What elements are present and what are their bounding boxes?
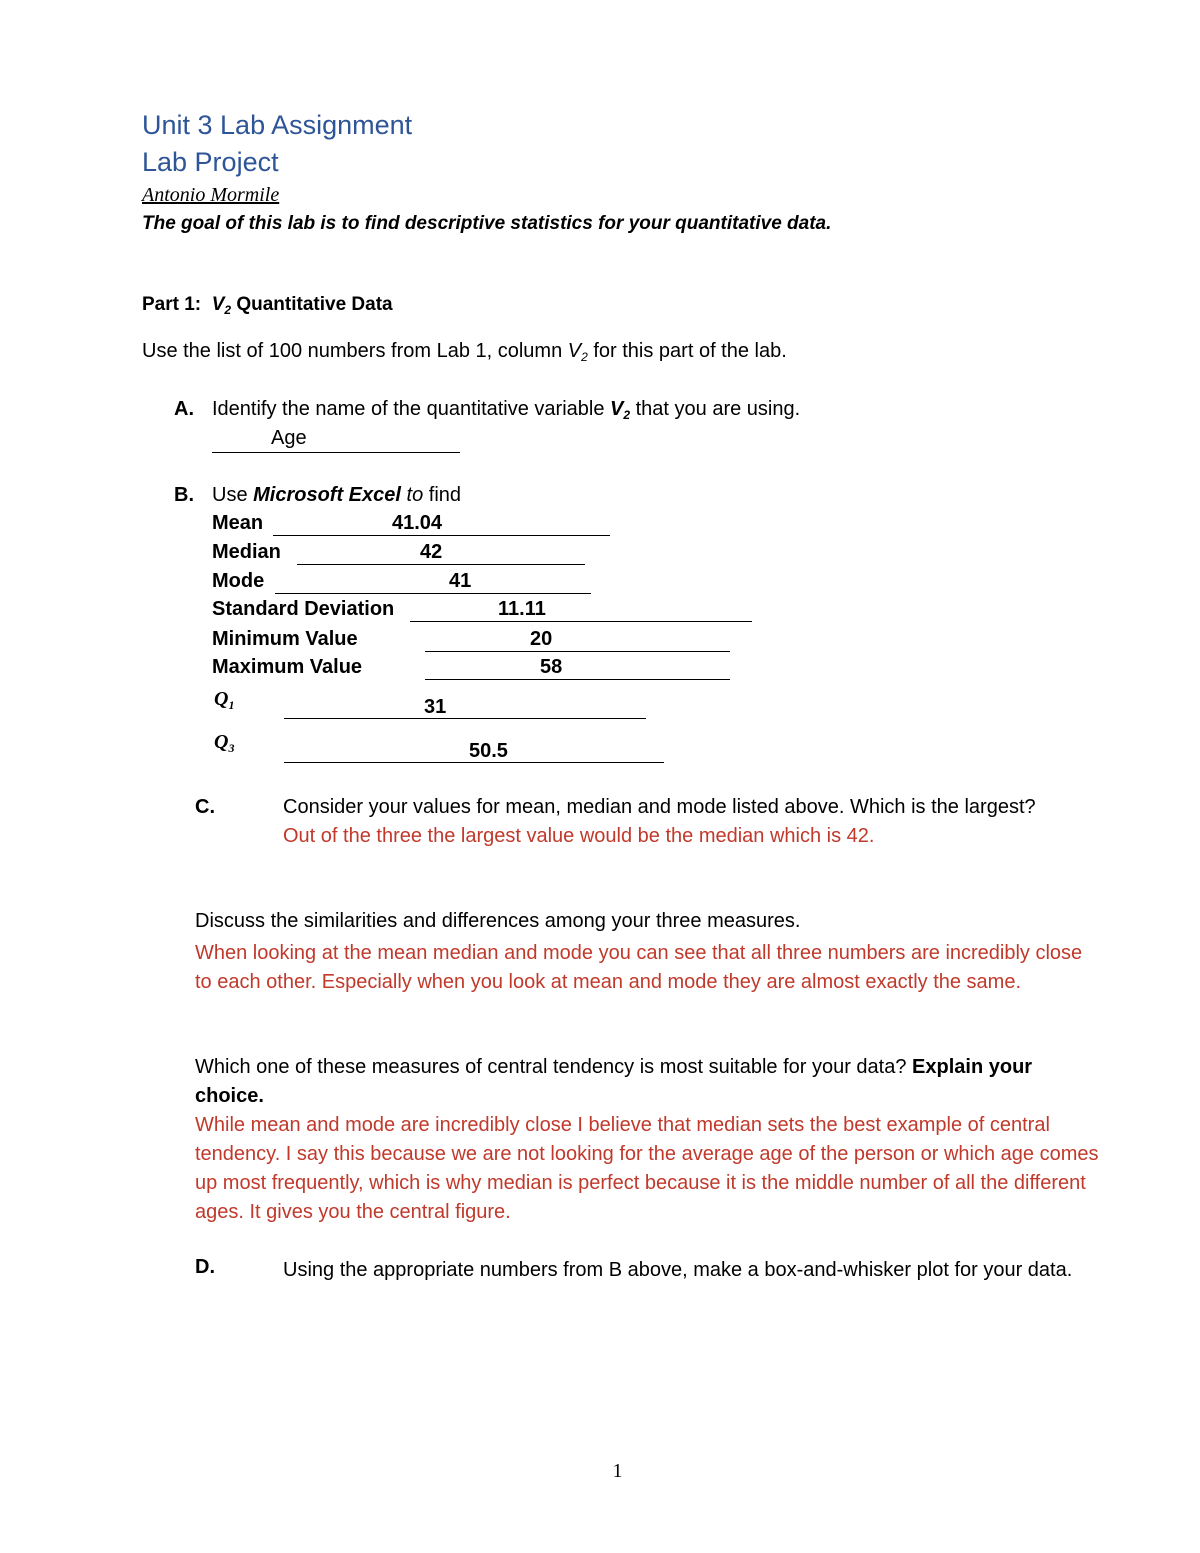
section-b-pre: Use: [212, 484, 254, 506]
mean-label: Mean: [212, 512, 264, 534]
part-1-heading: [142, 294, 393, 317]
section-d-text: Using the appropriate numbers from B above, make a box-and-whisker plot for your data.: [283, 1259, 1073, 1281]
mode-line: [275, 593, 591, 594]
document-title: Unit 3 Lab Assignment: [142, 110, 413, 140]
std-dev-value: 11.11: [498, 598, 546, 620]
part-1-subscript: 2: [224, 303, 232, 317]
instruction-subscript: 2: [581, 350, 588, 364]
min-line: [425, 651, 730, 652]
page-number: 1: [612, 1460, 623, 1482]
section-a-question: [212, 398, 800, 422]
part-1-variable: V: [211, 294, 225, 315]
section-a-subscript: 2: [623, 408, 631, 422]
mode-value: 41: [449, 570, 472, 592]
section-a-answer: Age: [271, 427, 307, 449]
lab-goal: The goal of this lab is to find descriptive statistics for your quantitative data.: [142, 213, 832, 234]
which-question-bold: Explain your choice.: [195, 1056, 1033, 1107]
section-a-pre: Identify the name of the quantitative variable: [212, 398, 611, 420]
section-b-post: find: [423, 484, 462, 506]
author-name: Antonio Mormile: [142, 184, 280, 206]
q1-subscript: 1: [228, 698, 235, 712]
q1-letter: Q: [214, 688, 229, 710]
instruction-variable: V: [567, 340, 582, 362]
section-c-question: Consider your values for mean, median and mode listed above. Which is the largest?: [283, 796, 1036, 818]
std-dev-label: Standard Deviation: [212, 598, 395, 620]
section-b-letter: B.: [174, 484, 194, 506]
median-label: Median: [212, 541, 281, 563]
max-label: Maximum Value: [212, 656, 363, 678]
part-1-prefix: Part 1:: [142, 294, 202, 315]
section-b-intro: [212, 484, 461, 507]
which-answer: While mean and mode are incredibly close I believe that median sets the best example of central tendency. I say this because we are not looking for the average age of the person or which age comes up most frequently, which is why median is perfect because it is the middle number of all the different ages. It gives you the central figure.: [195, 1114, 1099, 1223]
q3-subscript: 3: [228, 741, 235, 755]
section-a-post: that you are using.: [630, 398, 801, 420]
max-line: [425, 679, 730, 680]
discuss-question: Discuss the similarities and differences among your three measures.: [195, 910, 801, 932]
mode-label: Mode: [212, 570, 265, 592]
section-b-excel: Microsoft Excel: [253, 484, 401, 506]
median-line: [297, 564, 585, 565]
document-subtitle: Lab Project: [142, 147, 279, 177]
part-1-rest: Quantitative Data: [231, 294, 393, 315]
q3-label: [214, 731, 234, 756]
q3-value: 50.5: [469, 740, 508, 762]
q1-label: [214, 688, 234, 713]
std-dev-line: [410, 621, 752, 622]
median-value: 42: [420, 541, 443, 563]
min-value: 20: [530, 628, 553, 650]
section-a-variable: V: [610, 398, 624, 420]
section-c-letter: C.: [195, 796, 215, 818]
section-a-letter: A.: [174, 398, 194, 420]
instruction-line: [142, 340, 787, 364]
min-label: Minimum Value: [212, 628, 358, 650]
mean-line: [273, 535, 610, 536]
which-question: [195, 1053, 1100, 1111]
q1-value: 31: [424, 696, 447, 718]
mean-value: 41.04: [392, 512, 443, 534]
max-value: 58: [540, 656, 563, 678]
instruction-pre: Use the list of 100 numbers from Lab 1, column: [142, 340, 568, 362]
section-c-answer: Out of the three the largest value would be the median which is 42.: [283, 825, 875, 847]
section-d-letter: D.: [195, 1256, 215, 1278]
section-b-to: to: [400, 484, 424, 506]
which-question-text: Which one of these measures of central tendency is most suitable for your data?: [195, 1056, 913, 1078]
discuss-answer: When looking at the mean median and mode you can see that all three numbers are incredibly close to each other. Especially when you look at mean and mode they are almost exactly the same.: [195, 942, 1083, 993]
q1-line: [284, 718, 646, 719]
instruction-post: for this part of the lab.: [587, 340, 787, 362]
q3-letter: Q: [214, 731, 229, 753]
section-a-answer-line: [212, 452, 460, 453]
